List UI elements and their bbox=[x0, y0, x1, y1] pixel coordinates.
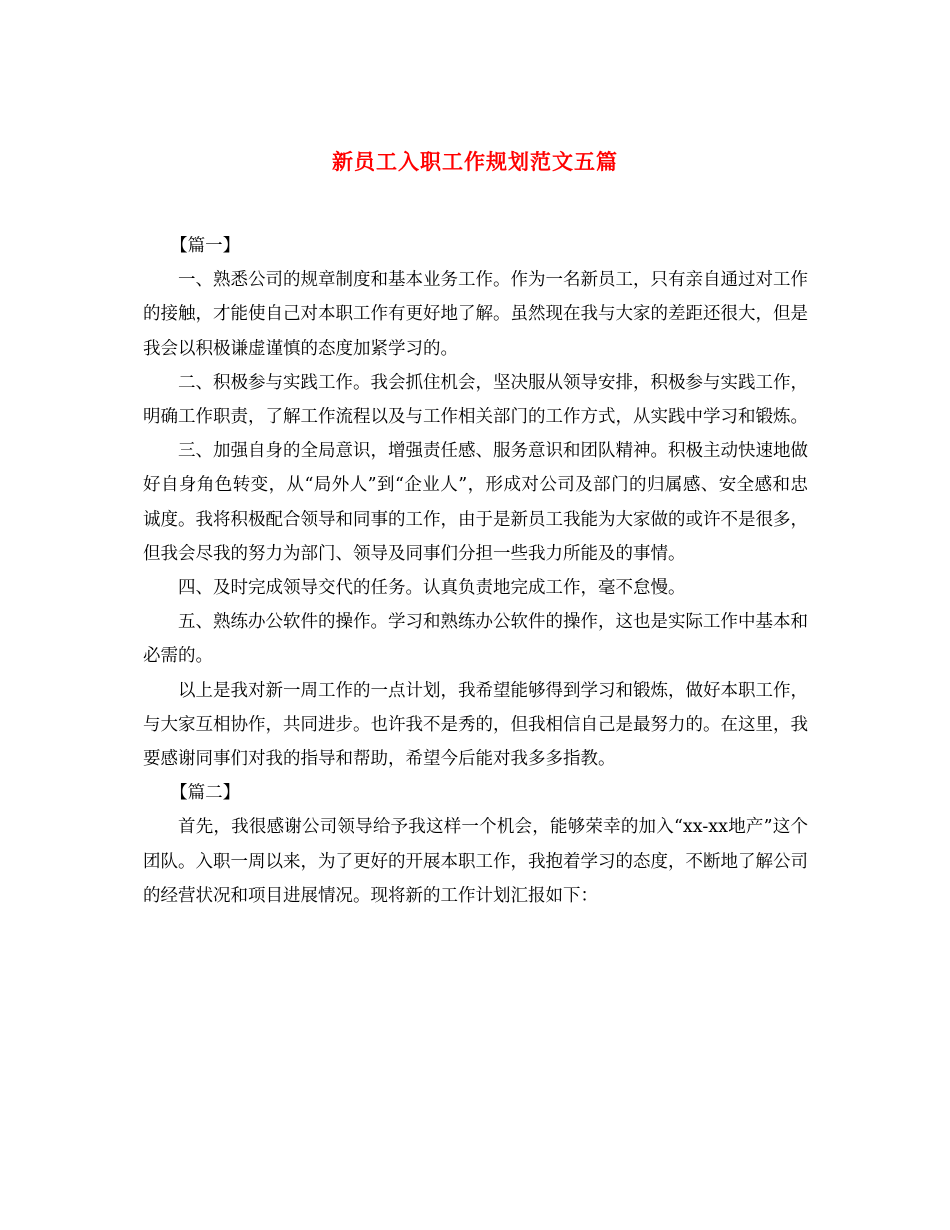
body-paragraph: 首先，我很感谢公司领导给予我这样一个机会，能够荣幸的加入“xx-xx地产”这个团队。入职一周以来，为了更好的开展本职工作，我抱着学习的态度，不断地了解公司的经营状况和项目进展情况。现将新的工作计划汇报如下： bbox=[143, 817, 808, 906]
body-paragraph: 一、熟悉公司的规章制度和基本业务工作。作为一名新员工，只有亲自通过对工作的接触，才能使自己对本职工作有更好地了解。虽然现在我与大家的差距还很大，但是我会以积极谦虚谨慎的态度加紧学习的。 bbox=[143, 270, 808, 359]
section-heading: 【篇二】 bbox=[170, 783, 241, 804]
body-paragraph: 三、加强自身的全局意识，增强责任感、服务意识和团队精神。积极主动快速地做好自身角色转变，从“局外人”到“企业人”，形成对公司及部门的归属感、安全感和忠诚度。我将积极配合领导和同事的工作，由于是新员工我能为大家做的或许不是很多，但我会尽我的努力为部门、领导及同事们分担一些我力所能及的事情。 bbox=[143, 441, 808, 564]
body-paragraph: 四、及时完成领导交代的任务。认真负责地完成工作，毫不怠慢。 bbox=[178, 578, 686, 599]
body-paragraph: 以上是我对新一周工作的一点计划，我希望能够得到学习和锻炼，做好本职工作，与大家互相协作，共同进步。也许我不是秀的，但我相信自己是最努力的。在这里，我要感谢同事们对我的指导和帮助，希望今后能对我多多指教。 bbox=[143, 680, 808, 770]
document-body bbox=[143, 229, 808, 913]
document-title: 新员工入职工作规划范文五篇 bbox=[332, 149, 618, 174]
body-paragraph: 五、熟练办公软件的操作。学习和熟练办公软件的操作，这也是实际工作中基本和必需的。 bbox=[143, 612, 808, 667]
section-heading: 【篇一】 bbox=[170, 236, 241, 256]
body-paragraph: 二、积极参与实践工作。我会抓住机会，坚决服从领导安排，积极参与实践工作，明确工作职责，了解工作流程以及与工作相关部门的工作方式，从实践中学习和锻炼。 bbox=[143, 372, 808, 428]
